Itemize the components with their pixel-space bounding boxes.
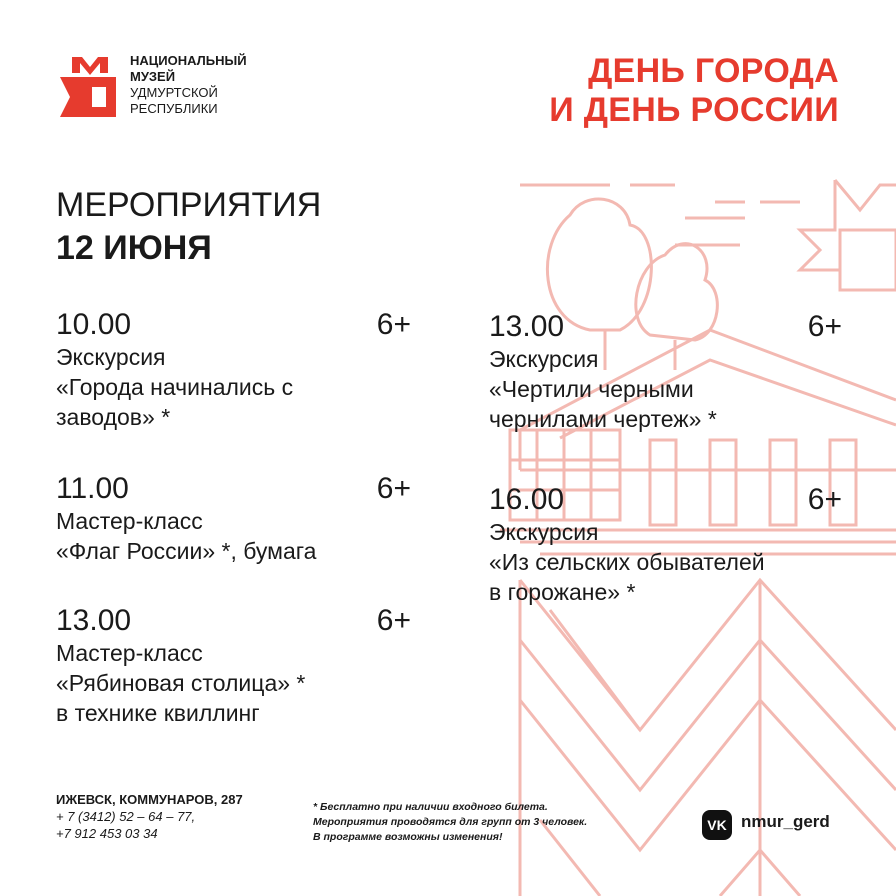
event-type: Экскурсия bbox=[56, 344, 166, 370]
contacts bbox=[56, 791, 243, 842]
event-age-rating: 6+ bbox=[376, 604, 411, 637]
event-time: 13.00 bbox=[56, 604, 132, 637]
footnote-line: * Бесплатно при наличии входного билета. bbox=[313, 801, 548, 813]
event-item bbox=[56, 308, 411, 432]
event-type: Мастер-класс bbox=[56, 640, 203, 666]
section-date: 12 ИЮНЯ bbox=[56, 229, 212, 267]
headline-line: ДЕНЬ ГОРОДА bbox=[588, 52, 839, 90]
museum-name-line: РЕСПУБЛИКИ bbox=[130, 101, 218, 116]
event-title: «Рябиновая столица» * в технике квиллинг bbox=[56, 670, 306, 726]
event-age-rating: 6+ bbox=[807, 483, 842, 516]
event-title: «Города начинались с заводов» * bbox=[56, 374, 294, 430]
event-item bbox=[56, 604, 411, 728]
event-title: «Флаг России» *, бумага bbox=[56, 538, 317, 564]
footnote bbox=[313, 800, 587, 845]
event-age-rating: 6+ bbox=[376, 308, 411, 341]
event-type: Экскурсия bbox=[489, 519, 599, 545]
event-type: Экскурсия bbox=[489, 346, 599, 372]
footnote-line: В программе возможны изменения! bbox=[313, 831, 503, 843]
social-handle[interactable]: nmur_gerd bbox=[741, 812, 830, 831]
vk-icon[interactable]: VK bbox=[702, 810, 732, 840]
event-age-rating: 6+ bbox=[376, 472, 411, 505]
museum-name-line: МУЗЕЙ bbox=[130, 69, 176, 84]
event-title: «Чертили черными чернилами чертеж» * bbox=[489, 376, 717, 432]
museum-logo bbox=[60, 55, 120, 117]
address: ИЖЕВСК, КОММУНАРОВ, 287 bbox=[56, 792, 243, 807]
museum-name-line: УДМУРТСКОЙ bbox=[130, 85, 218, 100]
phone: + 7 (3412) 52 – 64 – 77, bbox=[56, 809, 196, 824]
museum-name-line: НАЦИОНАЛЬНЫЙ bbox=[130, 53, 247, 68]
museum-name bbox=[130, 53, 247, 117]
event-time: 16.00 bbox=[489, 483, 565, 516]
event-title: «Из сельских обывателей в горожане» * bbox=[489, 549, 765, 605]
event-item bbox=[56, 472, 411, 566]
event-item bbox=[489, 310, 842, 434]
phone: +7 912 453 03 34 bbox=[56, 826, 158, 841]
headline-line: И ДЕНЬ РОССИИ bbox=[549, 91, 839, 129]
event-type: Мастер-класс bbox=[56, 508, 203, 534]
event-age-rating: 6+ bbox=[807, 310, 842, 343]
event-time: 13.00 bbox=[489, 310, 565, 343]
event-time: 10.00 bbox=[56, 308, 132, 341]
event-item bbox=[489, 483, 842, 607]
headline bbox=[549, 52, 839, 130]
event-time: 11.00 bbox=[56, 472, 129, 505]
footnote-line: Мероприятия проводятся для групп от 3 человек. bbox=[313, 816, 588, 828]
section-title: МЕРОПРИЯТИЯ bbox=[56, 186, 322, 224]
